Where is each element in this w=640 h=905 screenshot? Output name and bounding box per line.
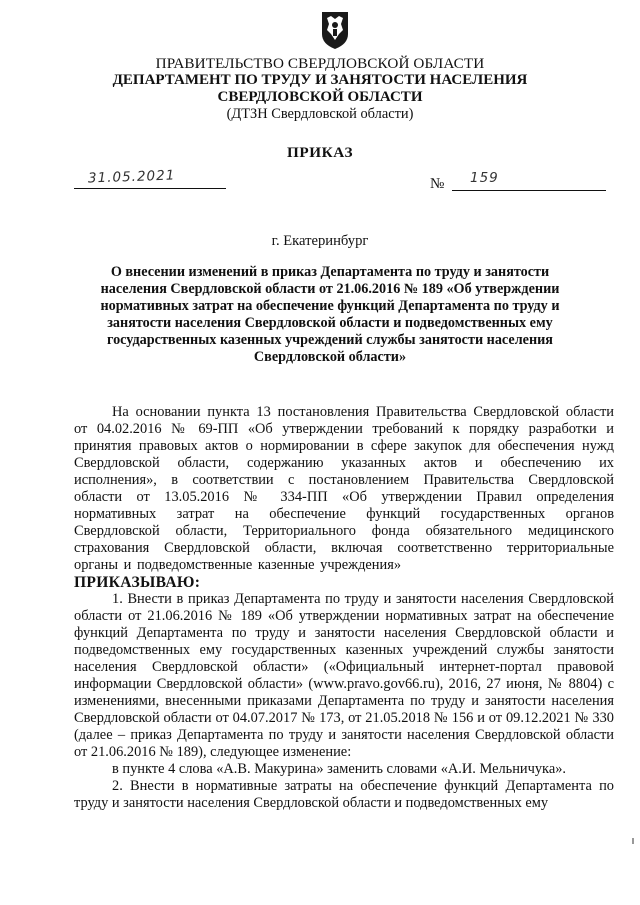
government-name: ПРАВИТЕЛЬСТВО СВЕРДЛОВСКОЙ ОБЛАСТИ (155, 55, 485, 72)
scan-mark (632, 838, 634, 844)
order-item-2: 2. Внести в нормативные затраты на обеспечение функций Департамента по труду и занятости населения Свердловской области и подведомственных ему (74, 778, 614, 811)
number-underline (452, 190, 606, 191)
document-type: ПРИКАЗ (286, 144, 354, 161)
department-name-line2: СВЕРДЛОВСКОЙ ОБЛАСТИ (217, 89, 423, 105)
order-word: ПРИКАЗЫВАЮ: (74, 574, 201, 591)
city: г. Екатеринбург (271, 233, 369, 249)
number-label: № (430, 176, 445, 192)
order-body (74, 404, 614, 812)
coat-of-arms-icon (318, 10, 352, 50)
department-abbreviation: (ДТЗН Свердловской области) (226, 106, 414, 122)
order-date: 31.05.2021 (87, 167, 176, 187)
order-title: О внесении изменений в приказ Департамента по труду и занятости населения Свердловской области от 21.06.2016 № 189 «Об утверждении нормативных затрат на обеспечение функций Департамента по труду и занятости населения Свердловской области и подведомственных ему государственных казенных учреждений службы занятости населения Свердловской области» (100, 264, 560, 365)
preamble-paragraph: На основании пункта 13 постановления Правительства Свердловской области от 04.02.2016 № 69-ПП «Об утверждении требований к порядку разработки и принятия правовых актов о нормировании в сфере закупок для обеспечения нужд Свердловской области, содержанию указанных актов и обеспечению их исполнения», в соответствии с постановлением Правительства Свердловской области от 13.05.2016 № 334-ПП «Об утверждении Правил определения нормативных затрат на обеспечение функций государственных органов Свердловской области, Территориального фонда обязательного медицинского страхования Свердловской области, включая соответственно территориальные органы и подведомственные казенные учреждения» (74, 404, 614, 573)
date-underline (74, 188, 226, 189)
department-name-line1: ДЕПАРТАМЕНТ ПО ТРУДУ И ЗАНЯТОСТИ НАСЕЛЕНИЯ (112, 72, 528, 88)
order-item-1-change: в пункте 4 слова «А.В. Макурина» заменить словами «А.И. Мельничука». (112, 761, 567, 777)
order-item-1: 1. Внести в приказ Департамента по труду и занятости населения Свердловской области от 21.06.2016 № 189 «Об утверждении нормативных затрат на обеспечение функций Департамента по труду и занятости населения Свердловской области и подведомственных ему государственных казенных учреждений службы занятости населения Свердловской области» («Официальный интернет-портал правовой информации Свердловской области» (www.pravo.gov66.ru), 2016, 27 июня, № 8804) с изменениями, внесенными приказами Департамента по труду и занятости населения Свердловской области от 04.07.2017 № 173, от 21.05.2018 № 156 и от 09.12.2021 № 330 (далее – приказ Департамента по труду и занятости населения Свердловской области от 21.06.2016 № 189), следующее изменение: (74, 591, 614, 760)
order-number: 159 (470, 170, 499, 186)
